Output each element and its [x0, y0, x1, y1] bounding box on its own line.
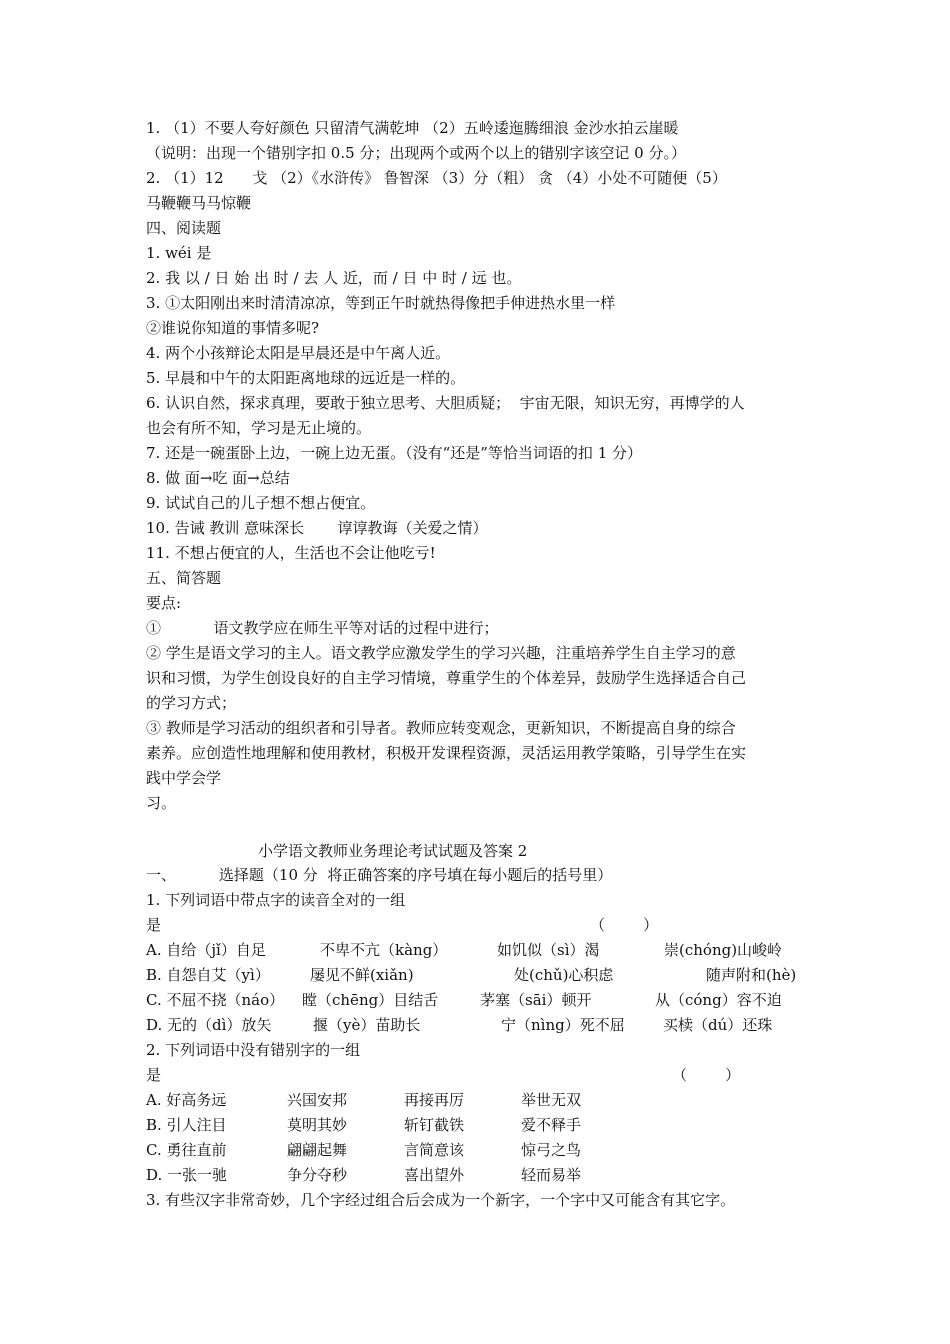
option-d-1: D. 一张一驰 — [146, 1166, 228, 1184]
option-b-1: B. 自怨自艾（yì） — [146, 966, 270, 984]
answer-line: 6. 认识自然，探求真理，要敢于独立思考、大胆质疑； 宇宙无限，知识无穷，再博学的人 — [146, 394, 745, 412]
answer-line: 的学习方式； — [146, 694, 237, 712]
answer-line: 4. 两个小孩辩论太阳是早晨还是中午离人近。 — [146, 344, 451, 362]
answer-line: 5. 早晨和中午的太阳距离地球的远近是一样的。 — [146, 369, 466, 387]
answer-line: 2. 我 以 / 日 始 出 时 / 去 人 近，而 / 日 中 时 / 远 也。 — [146, 269, 522, 287]
question-3: 3. 有些汉字非常奇妙，几个字经过组合后会成为一个新字，一个字中又可能含有其它字。 — [146, 1191, 736, 1209]
option-b-3: 处(chǔ)心积虑 — [514, 966, 614, 984]
option-d-3: 宁（nìng）死不屈 — [501, 1016, 625, 1034]
option-d-2: 揠（yè）苗助长 — [313, 1016, 421, 1034]
option-d-3: 喜出望外 — [404, 1166, 465, 1184]
option-c-1: C. 不屈不挠（náo） — [146, 991, 285, 1009]
question-1-is: 是 — [146, 916, 162, 934]
question-1: 1. 下列词语中带点字的读音全对的一组 — [146, 891, 406, 909]
answer-line: 践中学会学 — [146, 769, 222, 787]
option-b-2: 莫明其妙 — [287, 1116, 348, 1134]
option-c-2: 瞠（chēng）目结舌 — [302, 991, 439, 1009]
answer-line: 也会有所不知，学习是无止境的。 — [146, 419, 372, 437]
option-a-4: 举世无双 — [521, 1091, 582, 1109]
option-a-2: 兴国安邦 — [287, 1091, 348, 1109]
question-1-answer-blank: （ ） — [590, 916, 659, 934]
answer-line: ① 语文教学应在师生平等对话的过程中进行； — [146, 619, 499, 637]
option-c-1: C. 勇往直前 — [146, 1141, 227, 1159]
option-a-3: 再接再厉 — [404, 1091, 465, 1109]
answer-line: 素养。应创造性地理解和使用教材，积极开发课程资源，灵活运用教学策略，引导学生在实 — [146, 744, 747, 762]
answer-line: 2. （1）12 戈 （2）《水浒传》 鲁智深 （3）分（粗） 贪 （4）小处不可随便（5） — [146, 169, 727, 187]
option-a-3: 如饥似（sì）渴 — [497, 941, 600, 959]
option-a-1: A. 自给（jǐ）自足 — [146, 941, 266, 959]
option-c-3: 言简意该 — [404, 1141, 465, 1159]
question-2: 2. 下列词语中没有错别字的一组 — [146, 1041, 361, 1059]
option-b-1: B. 引人注目 — [146, 1116, 227, 1134]
answer-line: 9. 试试自己的儿子想不想占便宜。 — [146, 494, 376, 512]
section-heading: 五、简答题 — [146, 569, 222, 587]
answer-line: ②谁说你知道的事情多呢? — [146, 319, 320, 337]
section-heading: 四、阅读题 — [146, 219, 222, 237]
option-d-4: 买椟（dú）还珠 — [663, 1016, 773, 1034]
answer-line: 8. 做 面→吃 面→总结 — [146, 469, 290, 487]
answer-line: 3. ①太阳刚出来时清清凉凉，等到正午时就热得像把手伸进热水里一样 — [146, 294, 616, 312]
answer-line: ③ 教师是学习活动的组织者和引导者。教师应转变观念，更新知识，不断提高自身的综合 — [146, 719, 736, 737]
option-c-3: 茅塞（sāi）顿开 — [480, 991, 592, 1009]
answer-line: （说明：出现一个错别字扣 0.5 分；出现两个或两个以上的错别字该空记 0 分。） — [146, 144, 686, 162]
question-2-is: 是 — [146, 1066, 162, 1084]
question-2-answer-blank: （ ） — [672, 1066, 741, 1084]
answer-line: 习。 — [146, 794, 177, 812]
option-b-2: 屡见不鲜(xiǎn) — [310, 966, 414, 984]
answer-line: 11. 不想占便宜的人，生活也不会让他吃亏! — [146, 544, 436, 562]
option-c-2: 翩翩起舞 — [287, 1141, 348, 1159]
answer-line: 识和习惯，为学生创设良好的自主学习情境，尊重学生的个体差异，鼓励学生选择适合自己 — [146, 669, 747, 687]
option-b-3: 斩钉截铁 — [404, 1116, 465, 1134]
exam-title: 小学语文教师业务理论考试试题及答案 2 — [258, 842, 528, 860]
answer-line: 7. 还是一碗蛋卧上边，一碗上边无蛋。（没有“还是”等恰当词语的扣 1 分） — [146, 444, 642, 462]
option-c-4: 从（cóng）容不迫 — [655, 991, 782, 1009]
answer-line: ② 学生是语文学习的主人。语文教学应激发学生的学习兴趣，注重培养学生自主学习的意 — [146, 644, 736, 662]
option-a-1: A. 好高务远 — [146, 1091, 227, 1109]
option-a-2: 不卑不亢（kàng） — [320, 941, 448, 959]
section-heading: 一、 选择题（10 分 将正确答案的序号填在每小题后的括号里） — [146, 866, 613, 884]
answer-line: 10. 告诫 教训 意味深长 谆谆教诲（关爱之情） — [146, 519, 488, 537]
answer-line: 1. wéi 是 — [146, 244, 212, 262]
option-b-4: 爱不释手 — [521, 1116, 582, 1134]
answer-line: 马鞭鞭马马惊鞭 — [146, 194, 252, 212]
answer-line: 要点: — [146, 594, 182, 612]
answer-line: 1. （1）不要人夸好颜色 只留清气满乾坤 （2）五岭逶迤腾细浪 金沙水拍云崖暖 — [146, 119, 679, 137]
option-d-4: 轻而易举 — [521, 1166, 582, 1184]
option-b-4: 随声附和(hè) — [706, 966, 797, 984]
option-c-4: 惊弓之鸟 — [521, 1141, 582, 1159]
option-d-1: D. 无的（dì）放矢 — [146, 1016, 272, 1034]
option-d-2: 争分夺秒 — [287, 1166, 348, 1184]
option-a-4: 崇(chóng)山峻岭 — [664, 941, 783, 959]
